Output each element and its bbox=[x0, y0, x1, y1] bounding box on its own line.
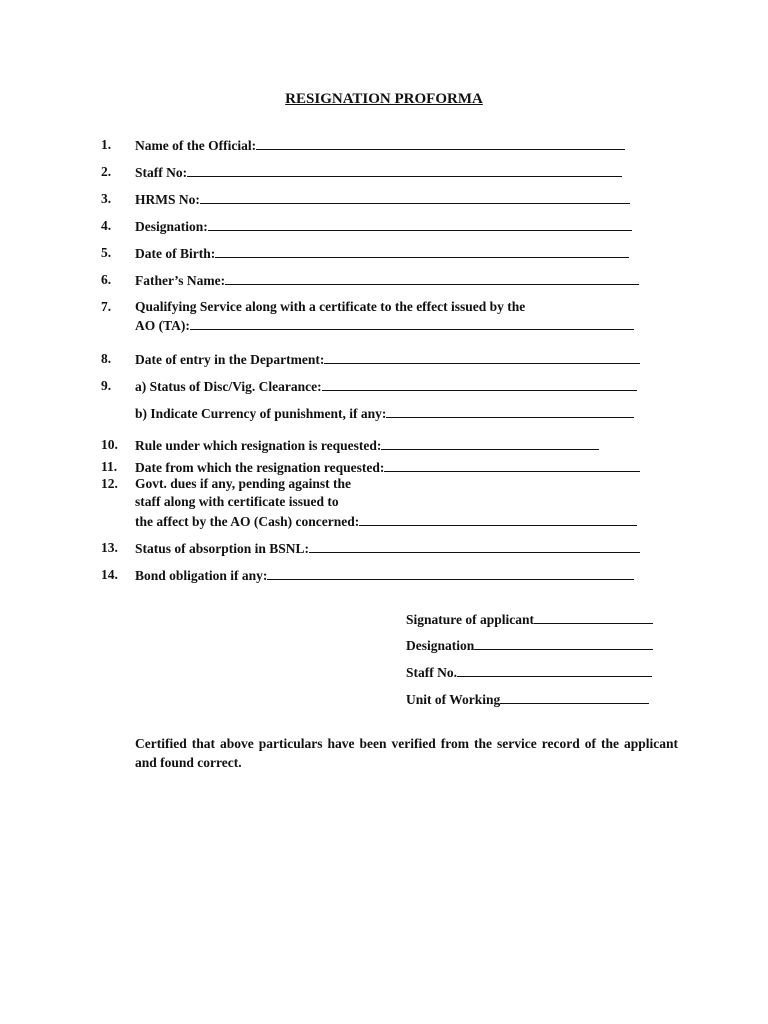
fathers-name-label: Father’s Name: bbox=[135, 273, 226, 288]
item-number-8: 8. bbox=[101, 351, 112, 366]
designation-label: Designation: bbox=[135, 219, 208, 234]
item-13 bbox=[135, 540, 640, 557]
bsnl-absorption-field[interactable] bbox=[309, 540, 640, 553]
govt-dues-label: the affect by the AO (Cash) concerned: bbox=[135, 514, 360, 529]
certification-text: Certified that above particulars have been verified from the service record of the applicant and found correct. bbox=[135, 736, 678, 770]
item-14 bbox=[135, 567, 634, 584]
item-4 bbox=[135, 218, 632, 235]
signature-applicant-field[interactable] bbox=[534, 611, 653, 624]
govt-dues-field[interactable] bbox=[359, 513, 637, 526]
item-12-line-1: Govt. dues if any, pending against the bbox=[135, 476, 352, 491]
item-12-line-3 bbox=[135, 513, 637, 530]
item-number-5: 5. bbox=[101, 245, 112, 260]
item-number-6: 6. bbox=[101, 272, 112, 287]
item-10 bbox=[135, 437, 599, 454]
item-9a bbox=[135, 378, 637, 395]
hrms-no-field[interactable] bbox=[200, 191, 630, 204]
item-9b bbox=[135, 405, 634, 422]
signature-unit-label: Unit of Working bbox=[406, 692, 501, 707]
item-number-13: 13. bbox=[101, 540, 118, 555]
item-number-4: 4. bbox=[101, 218, 112, 233]
resignation-date-label: Date from which the resignation requested: bbox=[135, 460, 385, 475]
item-11 bbox=[135, 459, 640, 476]
item-number-14: 14. bbox=[101, 567, 118, 582]
disc-vig-clearance-label: a) Status of Disc/Vig. Clearance: bbox=[135, 379, 322, 394]
hrms-no-label: HRMS No: bbox=[135, 192, 200, 207]
signature-staff-no-label: Staff No. bbox=[406, 665, 457, 680]
resignation-rule-label: Rule under which resignation is requested: bbox=[135, 438, 382, 453]
item-5 bbox=[135, 245, 629, 262]
bond-obligation-field[interactable] bbox=[267, 567, 634, 580]
staff-no-label: Staff No: bbox=[135, 165, 188, 180]
qualifying-service-field[interactable] bbox=[190, 317, 634, 330]
official-name-field[interactable] bbox=[256, 137, 625, 150]
item-3 bbox=[135, 191, 630, 208]
item-6 bbox=[135, 272, 639, 289]
item-number-2: 2. bbox=[101, 164, 112, 179]
item-number-11: 11. bbox=[101, 459, 118, 474]
fathers-name-field[interactable] bbox=[225, 272, 639, 285]
item-1 bbox=[135, 137, 625, 154]
bsnl-absorption-label: Status of absorption in BSNL: bbox=[135, 541, 310, 556]
staff-no-field[interactable] bbox=[187, 164, 622, 177]
item-7-line-1: Qualifying Service along with a certificate to the effect issued by the bbox=[135, 299, 526, 314]
ao-ta-label: AO (TA): bbox=[135, 318, 190, 333]
date-of-birth-field[interactable] bbox=[215, 245, 629, 258]
signature-applicant-label: Signature of applicant bbox=[406, 612, 535, 627]
punishment-currency-label: b) Indicate Currency of punishment, if any: bbox=[135, 406, 387, 421]
signature-staff-no-field[interactable] bbox=[457, 664, 652, 677]
date-of-entry-field[interactable] bbox=[324, 351, 640, 364]
page-title: RESIGNATION PROFORMA bbox=[285, 91, 483, 107]
resignation-rule-field[interactable] bbox=[381, 437, 599, 450]
item-number-12: 12. bbox=[101, 476, 118, 491]
signature-staff-no-row bbox=[406, 664, 652, 681]
item-number-7: 7. bbox=[101, 299, 112, 314]
item-number-1: 1. bbox=[101, 137, 112, 152]
disc-vig-clearance-field[interactable] bbox=[322, 378, 637, 391]
signature-applicant-row bbox=[406, 611, 653, 628]
signature-unit-row bbox=[406, 691, 649, 708]
item-2 bbox=[135, 164, 622, 181]
signature-unit-field[interactable] bbox=[500, 691, 649, 704]
item-8 bbox=[135, 351, 640, 368]
bond-obligation-label: Bond obligation if any: bbox=[135, 568, 268, 583]
date-of-entry-label: Date of entry in the Department: bbox=[135, 352, 325, 367]
official-name-label: Name of the Official: bbox=[135, 138, 257, 153]
item-number-9: 9. bbox=[101, 378, 112, 393]
item-12-line-2: staff along with certificate issued to bbox=[135, 494, 339, 509]
resignation-date-field[interactable] bbox=[384, 459, 640, 472]
date-of-birth-label: Date of Birth: bbox=[135, 246, 216, 261]
item-number-10: 10. bbox=[101, 437, 118, 452]
signature-designation-field[interactable] bbox=[474, 637, 653, 650]
punishment-currency-field[interactable] bbox=[386, 405, 634, 418]
item-number-3: 3. bbox=[101, 191, 112, 206]
item-7-line-2 bbox=[135, 317, 634, 334]
designation-field[interactable] bbox=[208, 218, 632, 231]
signature-designation-label: Designation bbox=[406, 638, 475, 653]
signature-designation-row bbox=[406, 637, 653, 654]
